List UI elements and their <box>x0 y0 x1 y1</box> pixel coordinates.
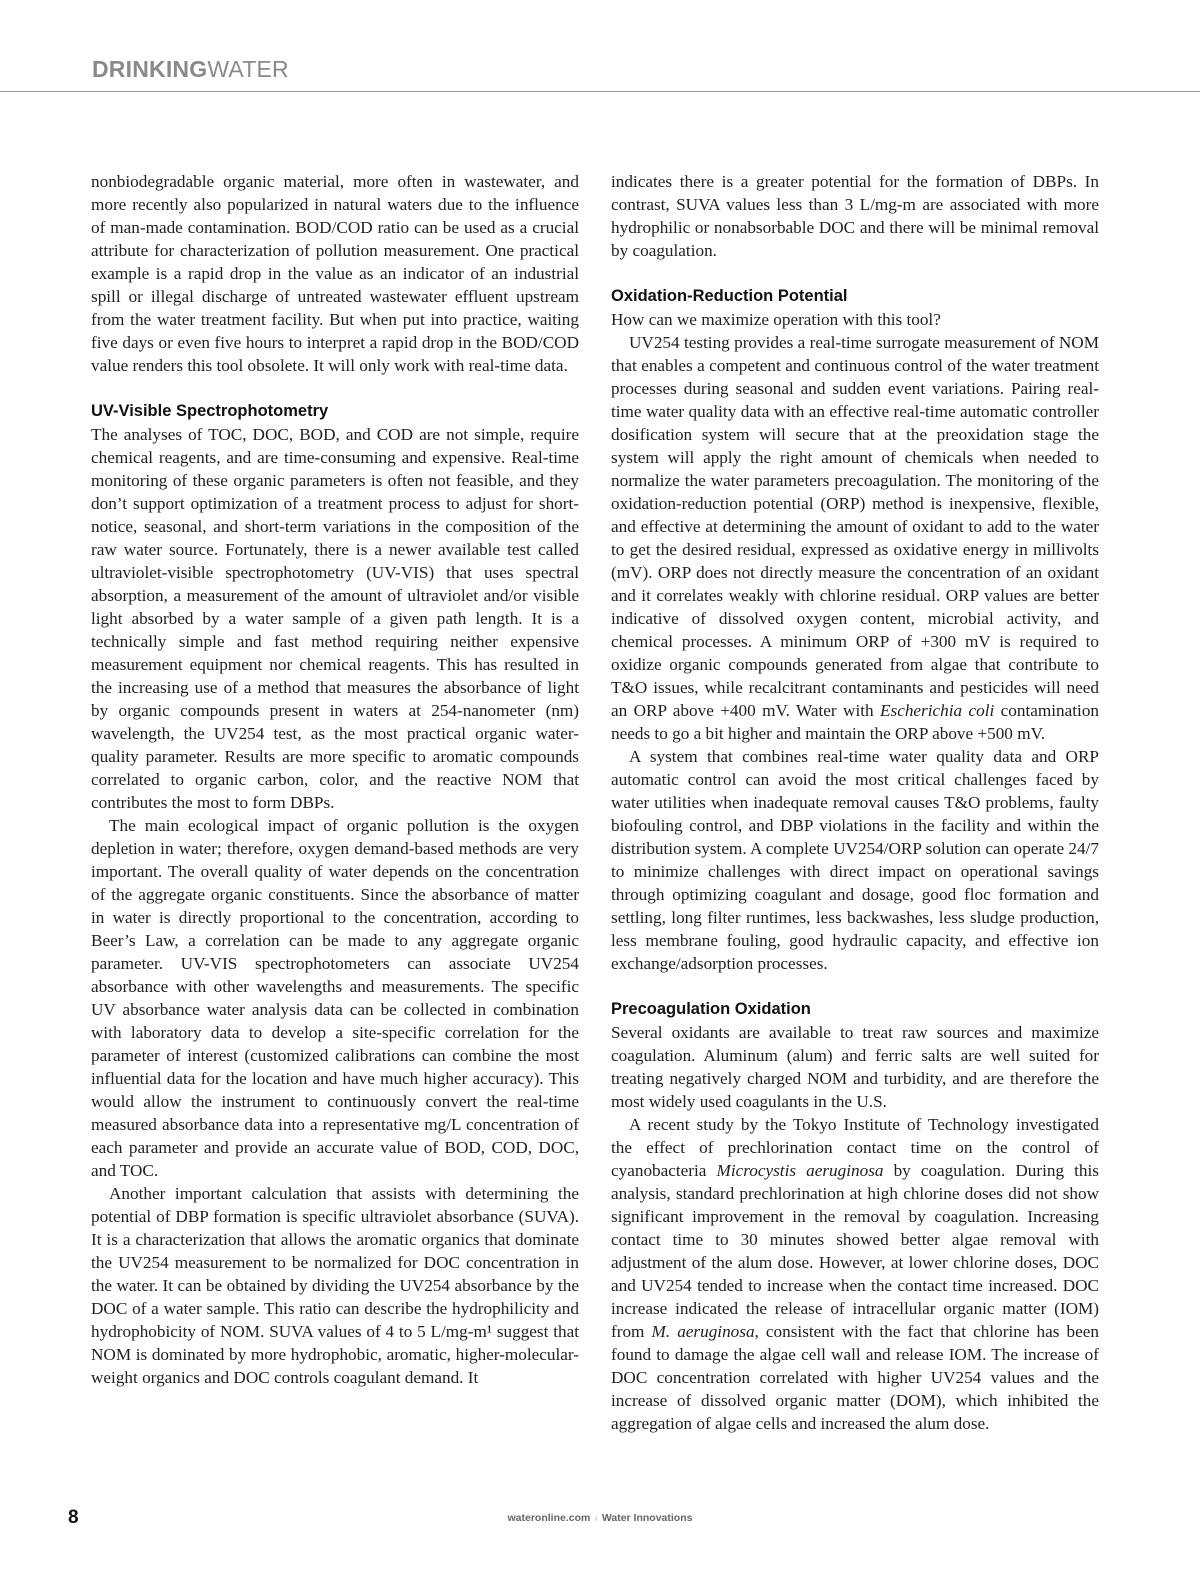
footer-publication: Water Innovations <box>601 1512 693 1524</box>
right-paragraph-5a: A recent study by the Tokyo Institute of Technology investigated the effect of prechlorination contact time on the control of cyanobacteria <box>611 1115 1099 1180</box>
left-paragraph-2: The analyses of TOC, DOC, BOD, and COD are not simple, require chemical reagents, and are time-consuming and expensive. Real-time monitoring of these organic parameters is often not feasible, and they don’t support optimization of a treatment process to adjust for short-notice, seasonal, and short-term variations in the composition of the raw water source. Fortunately, there is a newer available test called ultraviolet-visible spectrophotometry (UV-VIS) that uses spectral absorption, a measurement of the amount of ultraviolet and/or visible light absorbed by a water sample of a given path length. It is a technically simple and fast method requiring neither expensive measurement equipment nor chemical reagents. This has resulted in the increasing use of a method that measures the absorbance of light by organic compounds present in waters at 254-nanometer (nm) wavelength, the UV254 test, as the most practical organic water-quality parameter. Results are more specific to aromatic compounds correlated to organic carbon, color, and the reactive NOM that contributes the most to form DBPs. <box>91 425 579 812</box>
right-paragraph-1: indicates there is a greater potential for the formation of DBPs. In contrast, SUVA values less than 3 L/mg-m are associated with more hydrophilic or nonabsorbable DOC and there will be minimal removal by coagulation. <box>611 172 1099 260</box>
right-paragraph-5-italic-2: M. aeruginosa <box>651 1322 755 1341</box>
heading-uv-visible: UV-Visible Spectrophotometry <box>91 402 329 420</box>
right-paragraph-5 <box>611 1113 1099 1435</box>
right-paragraph-3: A system that combines real-time water quality data and ORP automatic control can avoid the most critical challenges faced by water utilities when inadequate removal causes T&O problems, faulty biofouling control, and DBP violations in the facility and within the distribution system. A complete UV254/ORP solution can operate 24/7 to minimize challenges with direct impact on operational savings through optimizing coagulant and dosage, good floc formation and settling, long filter runtimes, less backwashes, less sludge production, less membrane fouling, good hydraulic capacity, and effective ion exchange/adsorption processes. <box>611 747 1099 973</box>
left-paragraph-4: Another important calculation that assists with determining the potential of DBP formation is specific ultraviolet absorbance (SUVA). It is a characterization that allows the aromatic organics that dominate the UV254 measurement to be normalized for DOC concentration in the water. It can be obtained by dividing the UV254 absorbance by the DOC of a water sample. This ratio can describe the hydrophilicity and hydrophobicity of NOM. SUVA values of 4 to 5 L/mg-m¹ suggest that NOM is dominated by more hydrophobic, aromatic, higher-molecular-weight organics and DOC controls coagulant demand. It <box>91 1184 579 1387</box>
right-paragraph-2-text: UV254 testing provides a real-time surrogate measurement of NOM that enables a competent and continuous control of the water treatment processes during seasonal and sudden event variations. Pairing real-time water quality data with an effective real-time automatic controller dosification system will secure that at the preoxidation stage the system will apply the right amount of chemicals when needed to normalize the water parameters precoagulation. The monitoring of the oxidation-reduction potential (ORP) method is inexpensive, flexible, and effective at determining the amount of oxidant to add to the water to get the desired residual, expressed as oxidative energy in millivolts (mV). ORP does not directly measure the concentration of an oxidant and it correlates weakly with chlorine residual. ORP values are better indicative of dissolved oxygen content, microbial activity, and chemical processes. A minimum ORP of +300 mV is required to oxidize organic compounds generated from algae that contribute to T&O issues, while recalcitrant contaminants and pesticides will need an ORP above +400 mV. Water with <box>611 333 1099 720</box>
heading-orp: Oxidation-Reduction Potential <box>611 287 848 305</box>
section-header <box>92 56 289 83</box>
right-question: How can we maximize operation with this tool? <box>611 310 941 329</box>
left-column <box>91 170 579 1389</box>
right-column <box>611 170 1099 1435</box>
heading-precoagulation: Precoagulation Oxidation <box>611 1000 811 1018</box>
header-rule <box>0 91 1200 92</box>
left-paragraph-3: The main ecological impact of organic pollution is the oxygen depletion in water; therefore, oxygen demand-based methods are very important. The overall quality of water depends on the concentration of the aggregate organic constituents. Since the absorbance of matter in water is directly proportional to the concentration, according to Beer’s Law, a correlation can be made to any aggregate organic parameter. UV-VIS spectrophotometers can associate UV254 absorbance with other wavelengths and measurements. The specific UV absorbance water analysis data can be collected in combination with laboratory data to develop a site-specific correlation for the parameter of interest (customized calibrations can combine the most influential data for the location and have much higher accuracy). This would allow the instrument to continuously convert the real-time measured absorbance data into a representative mg/L concentration of each parameter and provide an accurate value of BOD, COD, DOC, and TOC. <box>91 816 579 1180</box>
page-number: 8 <box>68 1507 79 1528</box>
right-paragraph-5c: , consistent with the fact that chlorine has been found to damage the algae cell wall and release IOM. The increase of DOC concentration correlated with higher UV254 values and the increase of dissolved organic matter (DOM), which inhibited the aggregation of algae cells and increased the alum dose. <box>611 1322 1099 1433</box>
right-paragraph-2 <box>611 331 1099 745</box>
footer-credit <box>0 1512 1200 1524</box>
header-bold: DRINKING <box>92 56 208 82</box>
header-light: WATER <box>207 56 289 82</box>
right-paragraph-2-italic: Escherichia coli <box>880 701 995 720</box>
right-paragraph-4: Several oxidants are available to treat raw sources and maximize coagulation. Aluminum (alum) and ferric salts are well suited for treating negatively charged NOM and turbidity, and are therefore the most widely used coagulants in the U.S. <box>611 1023 1099 1111</box>
footer-separator: › <box>594 1512 598 1524</box>
footer-site: wateronline.com <box>507 1512 591 1524</box>
left-paragraph-1: nonbiodegradable organic material, more often in wastewater, and more recently also popularized in natural waters due to the influence of man-made contamination. BOD/COD ratio can be used as a crucial attribute for characterization of pollution measurement. One practical example is a rapid drop in the value as an indicator of an industrial spill or illegal discharge of untreated wastewater effluent upstream from the water treatment facility. But when put into practice, waiting five days or even five hours to interpret a rapid drop in the BOD/COD value renders this tool obsolete. It will only work with real-time data. <box>91 172 579 375</box>
right-paragraph-5-italic-1: Microcystis aeruginosa <box>716 1161 884 1180</box>
right-paragraph-5b: by coagulation. During this analysis, standard prechlorination at high chlorine doses did not show significant improvement in the removal by coagulation. Increasing contact time to 30 minutes showed better algae removal with adjustment of the alum dose. However, at lower chlorine doses, DOC and UV254 tended to increase when the contact time increased. DOC increase indicated the release of intracellular organic matter (IOM) from <box>611 1161 1099 1341</box>
right-paragraph-2-end: contamination needs to go a bit higher and maintain the ORP above +500 mV. <box>611 701 1099 743</box>
